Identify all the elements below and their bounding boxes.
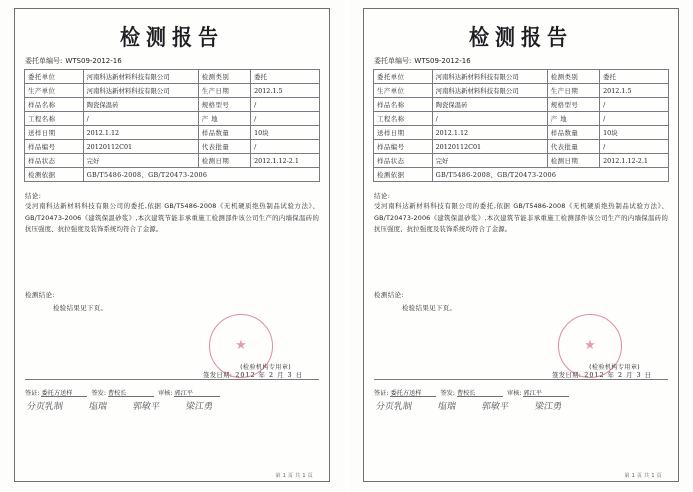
row-label2-3: 规格型号 bbox=[547, 98, 599, 112]
sign-field-2 bbox=[158, 388, 220, 397]
info-table bbox=[373, 69, 669, 182]
info-table bbox=[24, 69, 320, 182]
divider bbox=[374, 379, 668, 380]
row-value-3: 陶瓷保温砖 bbox=[83, 98, 198, 112]
row-value2-4: / bbox=[251, 112, 320, 126]
table-row-basis bbox=[25, 168, 320, 182]
row-value2-1: 委托 bbox=[251, 70, 320, 84]
row-label-1: 委托单位 bbox=[25, 70, 84, 84]
commission-number-value: WTS09-2012-16 bbox=[414, 57, 471, 65]
commission-number-line bbox=[25, 56, 319, 66]
result-label: 检测结论: bbox=[25, 290, 56, 299]
commission-number-label: 委托单编号: bbox=[25, 57, 63, 65]
report-page-right bbox=[349, 0, 693, 492]
row-label-2: 生产单位 bbox=[25, 84, 84, 98]
handwritten-signatures bbox=[376, 399, 668, 412]
row-value-2: 河南科达新材料科技有限公司 bbox=[83, 84, 198, 98]
row-label-1: 委托单位 bbox=[374, 70, 433, 84]
row-value-4: / bbox=[83, 112, 198, 126]
signature-0: 分页乳制 bbox=[26, 401, 64, 412]
row-label2-4: 产 地 bbox=[547, 112, 599, 126]
row-label-5: 送样日期 bbox=[25, 126, 84, 140]
star-icon: ★ bbox=[235, 338, 247, 353]
commission-number-label: 委托单编号: bbox=[374, 57, 412, 65]
sign-field-1 bbox=[440, 388, 502, 397]
row-value2-5: 10块 bbox=[251, 126, 320, 140]
table-row bbox=[25, 154, 320, 168]
row-value-6: 20120112C01 bbox=[83, 140, 198, 154]
table-row-basis bbox=[374, 168, 669, 182]
row-label2-6: 代表批量 bbox=[198, 140, 250, 154]
sign-label-1: 签发: bbox=[91, 389, 106, 397]
row-value2-5: 10块 bbox=[600, 126, 669, 140]
basis-value: GB/T5486-2008、GB/T20473-2006 bbox=[432, 168, 668, 182]
row-label-4: 工程名称 bbox=[374, 112, 433, 126]
table-row bbox=[25, 140, 320, 154]
row-label2-1: 检测类别 bbox=[198, 70, 250, 84]
handwritten-signatures bbox=[27, 399, 319, 412]
signature-1: 塩瑞 bbox=[88, 401, 108, 412]
conclusion-text: 受河南科达新材料科技有限公司的委托,依据 GB/T5486-2008《无机硬质绝热制品试验方法》、GB/T20473-2006《建筑保温砂浆》,本次建筑节能非承重施工检测部件该公司生产的内墙保温砖的抗压强度、抗拉强度及装饰系统均符合了金源。 bbox=[25, 202, 319, 233]
result-text: 检验结果见下页。 bbox=[402, 303, 457, 312]
row-value2-7: 2012.1.12-2.1 bbox=[251, 154, 320, 168]
signature-row bbox=[25, 388, 319, 397]
row-label-3: 样品名称 bbox=[374, 98, 433, 112]
row-label-6: 样品编号 bbox=[374, 140, 433, 154]
sign-value-2: 郭江平 bbox=[174, 388, 220, 397]
row-label-5: 送样日期 bbox=[374, 126, 433, 140]
sign-field-2 bbox=[507, 388, 569, 397]
commission-number-value: WTS09-2012-16 bbox=[65, 57, 122, 65]
report-frame bbox=[363, 8, 679, 482]
row-label2-7: 检测日期 bbox=[547, 154, 599, 168]
sign-value-1: 曹校长 bbox=[457, 388, 503, 397]
result-label: 检测结论: bbox=[374, 290, 405, 299]
basis-label: 检测依据 bbox=[374, 168, 433, 182]
row-label2-2: 生产日期 bbox=[198, 84, 250, 98]
row-value-3: 陶瓷保温砖 bbox=[432, 98, 547, 112]
row-value-2: 河南科达新材料科技有限公司 bbox=[432, 84, 547, 98]
table-row bbox=[25, 112, 320, 126]
conclusion-label: 结论: bbox=[25, 192, 42, 200]
table-row bbox=[374, 98, 669, 112]
seal-caption: (检验机构专用章) bbox=[240, 363, 291, 371]
divider bbox=[25, 379, 319, 380]
seal-area bbox=[15, 316, 329, 371]
row-value2-1: 委托 bbox=[600, 70, 669, 84]
row-value2-2: 2012.1.5 bbox=[600, 84, 669, 98]
signature-2: 郭敏平 bbox=[481, 401, 510, 412]
table-row bbox=[374, 70, 669, 84]
result-text: 检验结果见下页。 bbox=[53, 303, 108, 312]
star-icon: ★ bbox=[584, 338, 596, 353]
conclusion-text: 受河南科达新材料科技有限公司的委托,依据 GB/T5486-2008《无机硬质绝热制品试验方法》、GB/T20473-2006《建筑保温砂浆》,本次建筑节能非承重施工检测部件该公司生产的内墙保温砖的抗压强度、抗拉强度及装饰系统均符合了金源。 bbox=[374, 202, 668, 233]
sign-field-0 bbox=[374, 388, 436, 397]
row-label2-5: 样品数量 bbox=[547, 126, 599, 140]
row-value-5: 2012.1.12 bbox=[432, 126, 547, 140]
issue-date-value: 2012 年 2 月 3 日 bbox=[584, 370, 652, 379]
sign-label-0: 签证: bbox=[25, 389, 40, 397]
sign-value-0: 委托方送样 bbox=[41, 388, 87, 397]
row-label2-1: 检测类别 bbox=[547, 70, 599, 84]
signature-3: 梁江勇 bbox=[185, 401, 214, 412]
table-row bbox=[374, 140, 669, 154]
row-value-1: 河南科达新材料科技有限公司 bbox=[432, 70, 547, 84]
row-value-7: 完好 bbox=[432, 154, 547, 168]
row-value-6: 20120112C01 bbox=[432, 140, 547, 154]
sign-field-1 bbox=[91, 388, 153, 397]
table-row bbox=[374, 84, 669, 98]
row-value2-6: / bbox=[600, 140, 669, 154]
row-value2-3: / bbox=[600, 98, 669, 112]
row-label2-4: 产 地 bbox=[198, 112, 250, 126]
signature-1: 塩瑞 bbox=[437, 401, 457, 412]
row-label-7: 样品状态 bbox=[25, 154, 84, 168]
sign-label-2: 审核: bbox=[506, 389, 522, 397]
table-row bbox=[25, 98, 320, 112]
basis-value: GB/T5486-2008、GB/T20473-2006 bbox=[83, 168, 319, 182]
issue-date-label: 签发日期: bbox=[552, 370, 582, 379]
signature-2: 郭敏平 bbox=[132, 401, 161, 412]
sign-label-1: 签发: bbox=[440, 389, 455, 397]
table-row bbox=[374, 126, 669, 140]
row-label2-6: 代表批量 bbox=[547, 140, 599, 154]
table-row bbox=[25, 84, 320, 98]
row-value2-7: 2012.1.12-2.1 bbox=[600, 154, 669, 168]
table-row bbox=[25, 70, 320, 84]
issue-date-value: 2012 年 2 月 3 日 bbox=[235, 370, 303, 379]
signature-row bbox=[374, 388, 668, 397]
row-value2-6: / bbox=[251, 140, 320, 154]
row-value2-4: / bbox=[600, 112, 669, 126]
footer-note: 第 1 页 共 1 页 bbox=[624, 473, 662, 479]
footer-note: 第 1 页 共 1 页 bbox=[275, 473, 313, 479]
seal-caption: (检验机构专用章) bbox=[589, 363, 640, 371]
table-row bbox=[374, 154, 669, 168]
row-label2-3: 规格型号 bbox=[198, 98, 250, 112]
row-value-4: / bbox=[432, 112, 547, 126]
page-title: 检测报告 bbox=[120, 23, 224, 51]
signature-0: 分页乳制 bbox=[375, 401, 413, 412]
report-frame bbox=[14, 8, 330, 482]
table-row bbox=[25, 126, 320, 140]
row-label2-7: 检测日期 bbox=[198, 154, 250, 168]
sign-value-1: 曹校长 bbox=[108, 388, 154, 397]
sign-value-0: 委托方送样 bbox=[390, 388, 436, 397]
table-row bbox=[374, 112, 669, 126]
report-page-left bbox=[0, 0, 344, 492]
signature-3: 梁江勇 bbox=[534, 401, 563, 412]
row-label-2: 生产单位 bbox=[374, 84, 433, 98]
commission-number-line bbox=[374, 56, 668, 66]
sign-field-0 bbox=[25, 388, 87, 397]
sign-value-2: 郭江平 bbox=[523, 388, 569, 397]
row-value2-3: / bbox=[251, 98, 320, 112]
row-label-6: 样品编号 bbox=[25, 140, 84, 154]
row-label2-5: 样品数量 bbox=[198, 126, 250, 140]
row-value2-2: 2012.1.5 bbox=[251, 84, 320, 98]
conclusion-label: 结论: bbox=[374, 192, 391, 200]
seal-area bbox=[364, 316, 678, 371]
row-value-5: 2012.1.12 bbox=[83, 126, 198, 140]
issue-date-label: 签发日期: bbox=[203, 370, 233, 379]
sign-label-0: 签证: bbox=[374, 389, 389, 397]
row-label2-2: 生产日期 bbox=[547, 84, 599, 98]
basis-label: 检测依据 bbox=[25, 168, 84, 182]
page-title: 检测报告 bbox=[469, 23, 573, 51]
sign-label-2: 审核: bbox=[157, 389, 173, 397]
row-value-7: 完好 bbox=[83, 154, 198, 168]
row-label-3: 样品名称 bbox=[25, 98, 84, 112]
row-label-4: 工程名称 bbox=[25, 112, 84, 126]
row-label-7: 样品状态 bbox=[374, 154, 433, 168]
row-value-1: 河南科达新材料科技有限公司 bbox=[83, 70, 198, 84]
